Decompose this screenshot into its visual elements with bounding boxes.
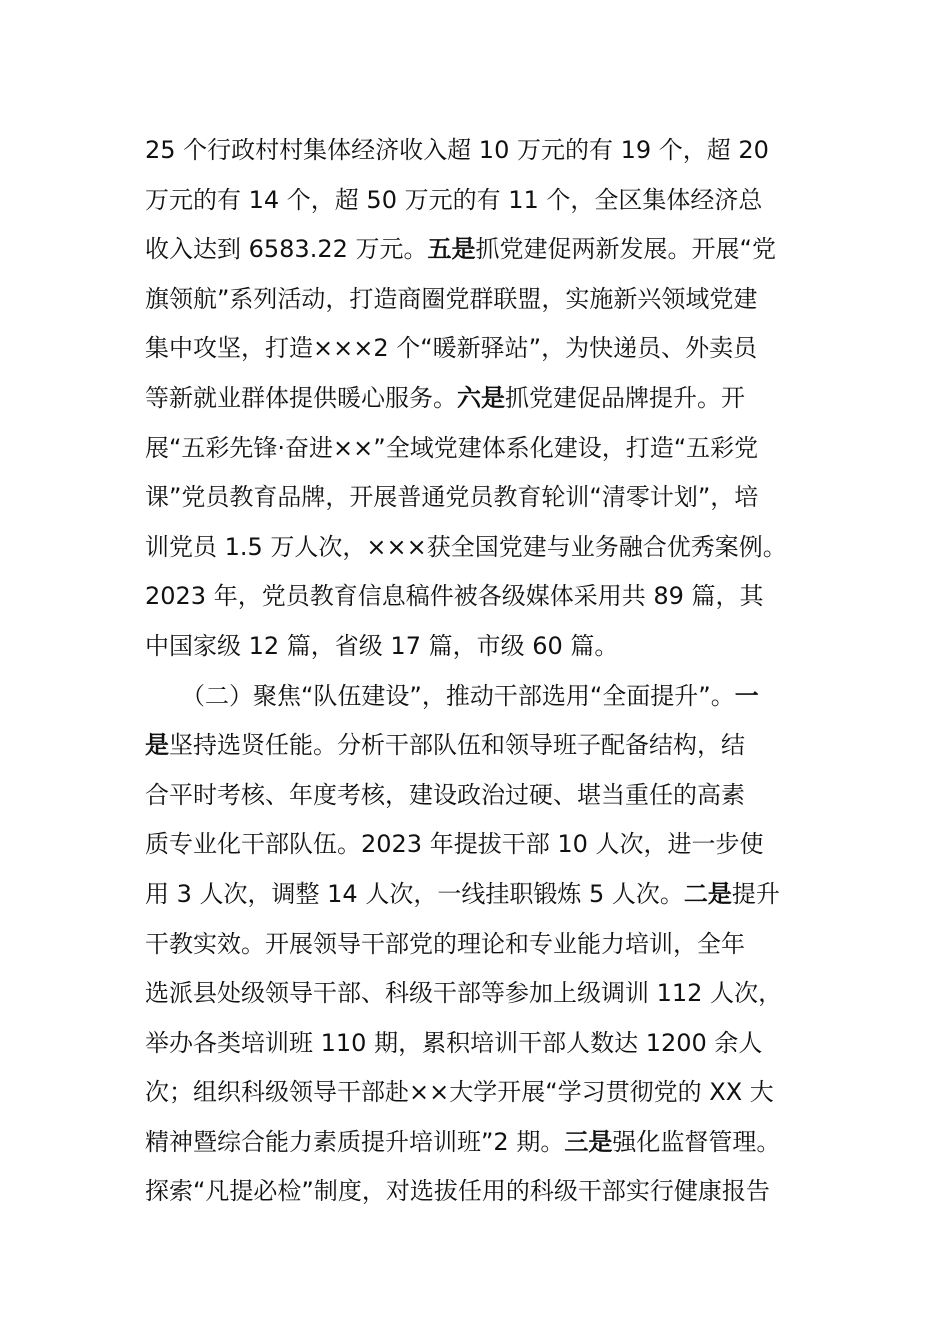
text-line: [145, 424, 810, 474]
bold-text-segment: 一: [734, 681, 759, 710]
text-segment: 探索“凡提必检”制度，对选拔任用的科级干部实行健康报告: [145, 1177, 770, 1206]
text-segment: （二）聚焦“队伍建设”，推动干部选用“全面提升”。: [145, 681, 735, 710]
text-line: [145, 1068, 810, 1118]
text-line: [145, 176, 810, 226]
text-line: [145, 721, 810, 771]
text-line: [145, 672, 810, 722]
bold-text-segment: 是: [145, 731, 169, 760]
text-segment: 举办各类培训班 110 期，累积培训干部人数达 1200 余人: [145, 1028, 763, 1057]
text-segment: 抓党建促两新发展。开展“党: [475, 235, 776, 264]
text-segment: 收入达到 6583.22 万元。: [145, 235, 428, 264]
bold-text-segment: 二是: [683, 879, 732, 908]
text-line: [145, 572, 810, 622]
text-segment: 抓党建促品牌提升。开: [505, 383, 745, 412]
text-line: [145, 523, 810, 573]
text-segment: 25 个行政村村集体经济收入超 10 万元的有 19 个，超 20: [145, 136, 769, 164]
text-line: [145, 820, 810, 870]
text-segment: 合平时考核、年度考核，建设政治过硬、堪当重任的高素: [145, 780, 745, 809]
text-segment: 坚持选贤任能。分析干部队伍和领导班子配备结构，结: [169, 731, 745, 760]
text-segment: 万元的有 14 个，超 50 万元的有 11 个，全区集体经济总: [145, 185, 763, 214]
text-line: [145, 324, 810, 374]
text-line: [145, 870, 810, 920]
text-segment: 提升: [731, 879, 780, 908]
document-body: [145, 126, 810, 1217]
text-segment: 集中攻坚，打造×××2 个“暖新驿站”，为快递员、外卖员: [145, 334, 758, 363]
bold-text-segment: 五是: [427, 235, 476, 264]
text-segment: 精神暨综合能力素质提升培训班”2 期。: [145, 1127, 565, 1156]
text-segment: 次；组织科级领导干部赴××大学开展“学习贯彻党的 XX 大: [145, 1078, 774, 1107]
text-line: [145, 1167, 810, 1217]
text-line: [145, 1019, 810, 1069]
text-segment: 训党员 1.5 万人次，×××获全国党建与业务融合优秀案例。: [145, 532, 787, 561]
text-segment: 中国家级 12 篇，省级 17 篇，市级 60 篇。: [145, 631, 619, 660]
text-line: [145, 969, 810, 1019]
text-segment: 课”党员教育品牌，开展普通党员教育轮训“清零计划”，培: [145, 483, 759, 512]
text-line: [145, 374, 810, 424]
text-segment: 选派县处级领导干部、科级干部等参加上级调训 112 人次，: [145, 979, 783, 1008]
text-line: [145, 275, 810, 325]
text-line: [145, 1118, 810, 1168]
text-segment: 展“五彩先锋·奋进××”全域党建体系化建设，打造“五彩党: [145, 433, 759, 462]
text-segment: 强化监督管理。: [612, 1127, 781, 1156]
text-segment: 旗领航”系列活动，打造商圈党群联盟，实施新兴领域党建: [145, 284, 758, 313]
text-segment: 等新就业群体提供暖心服务。: [145, 383, 457, 412]
text-line: [145, 622, 810, 672]
text-segment: 用 3 人次，调整 14 人次，一线挂职锻炼 5 人次。: [145, 879, 684, 908]
text-segment: 质专业化干部队伍。2023 年提拔干部 10 人次，进一步使: [145, 830, 764, 859]
text-line: [145, 126, 810, 176]
text-segment: 2023 年，党员教育信息稿件被各级媒体采用共 89 篇，其: [145, 582, 764, 611]
text-line: [145, 225, 810, 275]
bold-text-segment: 六是: [457, 383, 505, 412]
bold-text-segment: 三是: [564, 1127, 613, 1156]
text-line: [145, 473, 810, 523]
text-line: [145, 920, 810, 970]
text-segment: 干教实效。开展领导干部党的理论和专业能力培训，全年: [145, 929, 745, 958]
text-line: [145, 771, 810, 821]
